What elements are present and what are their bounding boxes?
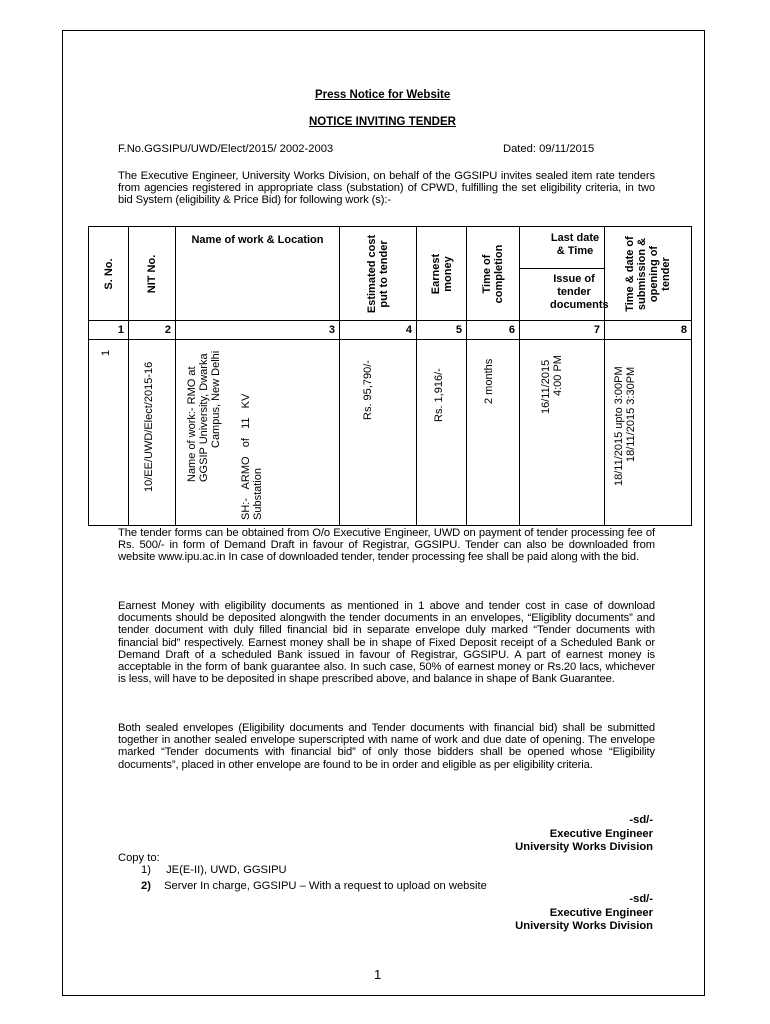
row-name-of-work: Name of work:- RMO at GGSIP University, Dwarka Campus, New Delhi SH:- ARMO of 11 KV Substation (176, 340, 340, 526)
signature-division: University Works Division (515, 841, 653, 853)
row-earnest-money: Rs. 1,916/- (417, 340, 467, 526)
signature-designation: Executive Engineer (549, 827, 653, 840)
header-last-date: Last date & Time (520, 227, 605, 269)
header-time-of-completion: Time of completion (467, 227, 520, 321)
col-number: 3 (176, 321, 340, 340)
signature-sd: -sd/- (629, 814, 653, 826)
header-submission: Time & date of submission & opening of tender (605, 227, 692, 321)
copy-to-num: 2) (141, 880, 151, 892)
intro-paragraph: The Executive Engineer, University Works Division, on behalf of the GGSIPU invites sealed item rate tenders from agencies registered in appropriate class (substation) of CPWD, fulfilling the set eligibility criteria, in two bid System (eligibility & Price Bid) for following work (s):- (118, 170, 655, 207)
col-number: 4 (340, 321, 417, 340)
tender-table (88, 226, 692, 526)
copy-to-num: 1) (141, 864, 151, 876)
signature-block-1 (515, 814, 653, 855)
row-estimated-cost: Rs. 95,790/- (340, 340, 417, 526)
dated: Dated: 09/11/2015 (503, 143, 595, 155)
header-sno: S. No. (89, 227, 129, 321)
copy-to-label: Copy to: (118, 852, 160, 864)
copy-to-item (141, 880, 487, 892)
page-number: 1 (374, 967, 382, 982)
signature-division: University Works Division (515, 920, 653, 932)
header-estimated-cost: Estimated cost put to tender (340, 227, 417, 321)
copy-to-text: JE(E-II), UWD, GGSIPU (166, 864, 287, 876)
row-nit: 10/EE/UWD/Elect/2015-16 (129, 340, 176, 526)
row-submission: 18/11/2015 upto 3:00PM 18/11/2015 3:30PM (605, 340, 692, 526)
signature-designation: Executive Engineer (549, 906, 653, 919)
header-issue-of-tender: Issue of tender documents (520, 269, 605, 321)
file-number: F.No.GGSIPU/UWD/Elect/2015/ 2002-2003 (118, 143, 334, 155)
col-number: 8 (605, 321, 692, 340)
col-number: 5 (417, 321, 467, 340)
signature-block-2 (515, 893, 653, 934)
signature-sd: -sd/- (629, 893, 653, 905)
header-nit: NIT No. (129, 227, 176, 321)
row-issue-date: 16/11/2015 4:00 PM (520, 340, 605, 526)
col-number: 2 (129, 321, 176, 340)
col-number: 1 (89, 321, 129, 340)
earnest-money-paragraph: Earnest Money with eligibility documents as mentioned in 1 above and tender cost in case of download documents should be deposited alongwith the tender documents in an envelopes, “Eligiblity documents” and tender document with duly filled financial bid in separate envelope duly marked “Tender documents with financial bid” respectively. Earnest money shall be in shape of Fixed Deposit receipt of a Scheduled Bank or Demand Draft of a scheduled Bank issued in favour of Registrar, GGSIPU. A part of earnest money is acceptable in the form of bank guarantee also. In such case, 50% of earnest money or Rs.20 lacs, whichever is less, will have to be deposited in shape prescribed above, and balance in shape of Bank Guarantee. (118, 600, 655, 686)
tender-forms-paragraph: The tender forms can be obtained from O/o Executive Engineer, UWD on payment of tender processing fee of Rs. 500/- in form of Demand Draft in favour of Registrar, GGSIPU. Tender can also be downloaded from website www.ipu.ac.in In case of downloaded tender, tender processing fee shall be paid along with the bid. (118, 527, 655, 564)
press-notice-title: Press Notice for Website (315, 89, 451, 101)
copy-to-text: Server In charge, GGSIPU – With a request to upload on website (164, 880, 487, 892)
notice-inviting-tender-title: NOTICE INVITING TENDER (309, 116, 456, 128)
header-name-of-work: Name of work & Location (176, 227, 340, 321)
row-time-of-completion: 2 months (467, 340, 520, 526)
col-number: 6 (467, 321, 520, 340)
row-sno: 1 (89, 340, 129, 526)
col-number: 7 (520, 321, 605, 340)
sealed-envelopes-paragraph: Both sealed envelopes (Eligibility documents and Tender documents with financial bid) shall be submitted together in another sealed envelope superscripted with name of work and due date of opening. The envelope marked “Tender documents with financial bid” of only those bidders shall be opened whose “Eligibility documents”, placed in other envelope are found to be in order and eligible as per eligibility criteria. (118, 722, 655, 771)
header-earnest-money: Earnest money (417, 227, 467, 321)
copy-to-item (141, 864, 287, 876)
